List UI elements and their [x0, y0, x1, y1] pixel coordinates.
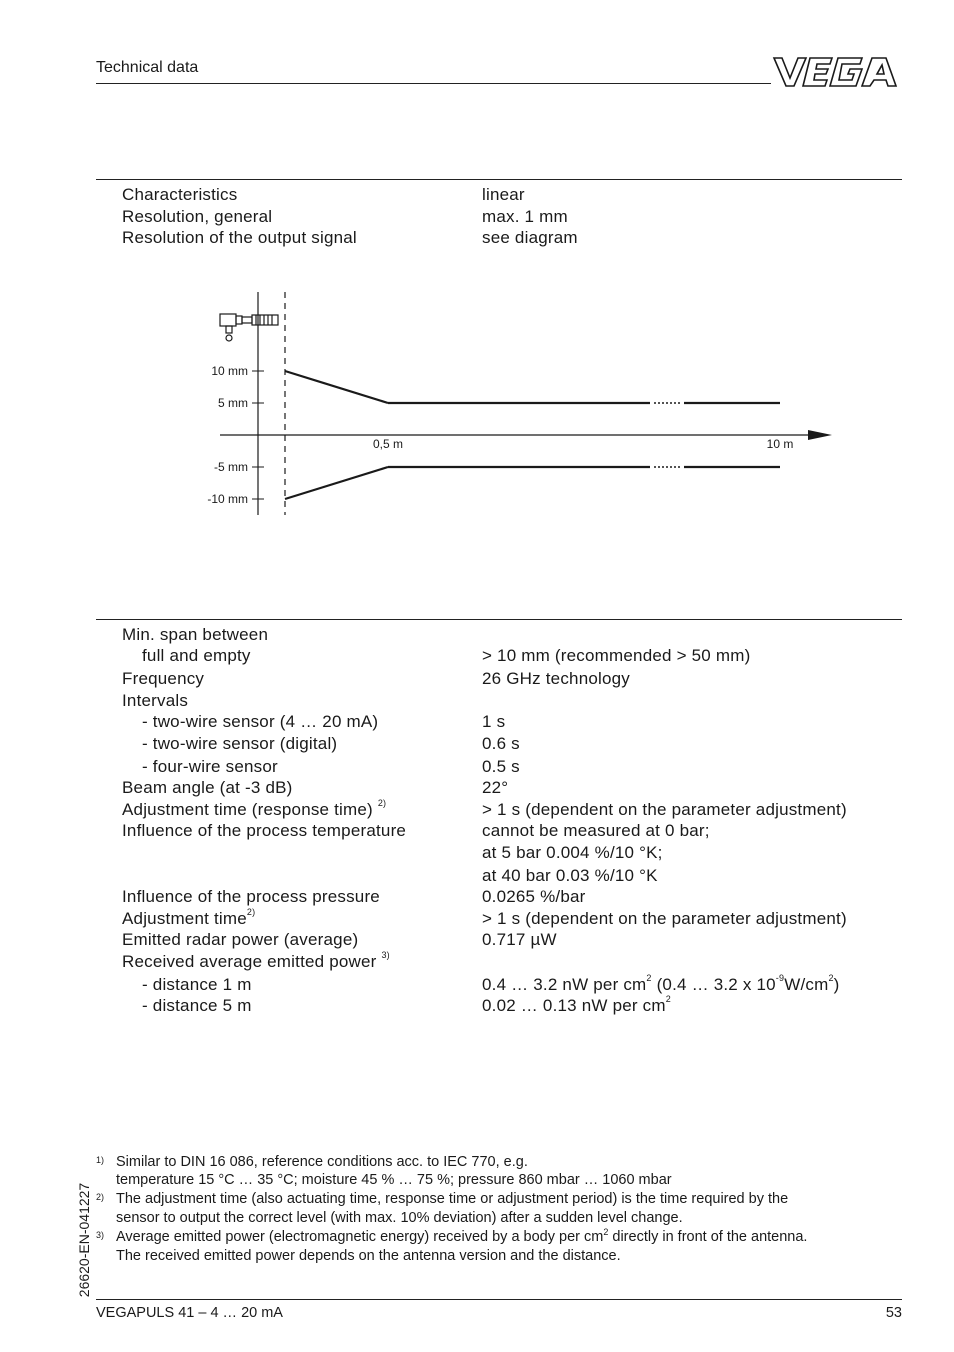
- page-header-title: Technical data: [96, 59, 199, 76]
- interval-four-wire-value: 0.5 s: [482, 757, 520, 776]
- process-pressure-value: 0.0265 %/bar: [482, 887, 586, 906]
- footer-product: VEGAPULS 41 – 4 … 20 mA: [96, 1305, 283, 1321]
- series-line-slope: [285, 371, 388, 403]
- y-tick-label: -10 mm: [207, 492, 248, 506]
- radar-power-value: 0.717 µW: [482, 930, 557, 949]
- process-temperature-value-3: at 40 bar 0.03 %/10 °K: [482, 866, 658, 885]
- section-rule-1: [96, 179, 902, 180]
- beam-angle-label: Beam angle (at -3 dB): [122, 778, 293, 797]
- document-code: 26620-EN-041227: [76, 1182, 92, 1298]
- y-tick-label: -5 mm: [214, 460, 248, 474]
- adjustment-time-value: > 1 s (dependent on the parameter adjustment): [482, 909, 847, 928]
- footnote-1-line-2: temperature 15 °C … 35 °C; moisture 45 % … 75 %; pressure 860 mbar … 1060 mbar: [116, 1172, 672, 1188]
- adjustment-response-label: Adjustment time (response time) $^{2)}$: [122, 798, 387, 819]
- resolution-general-value: max. 1 mm: [482, 207, 568, 226]
- min-span-value: > 10 mm (recommended > 50 mm): [482, 646, 751, 665]
- process-pressure-label: Influence of the process pressure: [122, 887, 380, 906]
- resolution-diagram: [190, 285, 850, 525]
- interval-two-wire-analog-label: - two-wire sensor (4 … 20 mA): [142, 712, 379, 731]
- min-span-label: Min. span between: [122, 625, 269, 644]
- process-temperature-label: Influence of the process temperature: [122, 821, 407, 840]
- characteristics-value: linear: [482, 185, 525, 204]
- resolution-output-value: see diagram: [482, 228, 578, 247]
- page-number: 53: [885, 1305, 902, 1321]
- y-tick-label: 5 mm: [218, 396, 248, 410]
- section-rule-2: [96, 619, 902, 620]
- footnote-3-line-2: The received emitted power depends on the antenna version and the distance.: [116, 1248, 621, 1264]
- footnote-2-line-2: sensor to output the correct level (with max. 10% deviation) after a sudden level change.: [116, 1210, 683, 1226]
- intervals-label: Intervals: [122, 691, 189, 710]
- footnote-3-line-1: Average emitted power (electromagnetic energy) received by a body per $cm^2$ directly in front of the antenna.: [116, 1227, 808, 1245]
- distance-1m-label: - distance 1 m: [142, 975, 252, 994]
- distance-5m-label: - distance 5 m: [142, 996, 252, 1015]
- footnote-1-mark: 1): [96, 1155, 105, 1165]
- resolution-output-label: Resolution of the output signal: [122, 228, 357, 247]
- resolution-general-label: Resolution, general: [122, 207, 273, 226]
- footnote-ref-2: 2): [377, 798, 387, 808]
- x-axis-arrow: [808, 430, 832, 440]
- characteristics-label: Characteristics: [122, 185, 238, 204]
- series-line-slope: [285, 467, 388, 499]
- header-rule: [96, 83, 771, 84]
- process-temperature-value-2: at 5 bar 0.004 %/10 °K;: [482, 843, 663, 862]
- frequency-value: 26 GHz technology: [482, 669, 630, 688]
- process-temperature-value-1: cannot be measured at 0 bar;: [482, 821, 710, 840]
- interval-two-wire-digital-label: - two-wire sensor (digital): [142, 734, 338, 753]
- distance-5m-value: 0.02 … 0.13 nW per $cm^2$: [482, 994, 671, 1015]
- x-tick-label: 10 m: [766, 437, 794, 451]
- adjustment-time-label: Adjustment time$^{2)}$: [122, 907, 256, 928]
- min-span-sub-label: full and empty: [142, 646, 251, 665]
- footnote-ref-3: 3): [381, 950, 390, 960]
- adjustment-response-value: > 1 s (dependent on the parameter adjustment): [482, 800, 847, 819]
- interval-two-wire-analog-value: 1 s: [482, 712, 506, 731]
- footnote-2-line-1: The adjustment time (also actuating time, response time or adjustment period) is the time required by the: [116, 1191, 789, 1207]
- footnote-1-line-1: Similar to DIN 16 086, reference conditions acc. to IEC 770, e.g.: [116, 1154, 528, 1170]
- frequency-label: Frequency: [122, 669, 205, 688]
- footnote-2-mark: 2): [96, 1192, 105, 1202]
- y-tick-label: 10 mm: [211, 364, 248, 378]
- x-tick-label: 0,5 m: [372, 437, 404, 451]
- footer-rule: [96, 1299, 902, 1300]
- radar-power-label: Emitted radar power (average): [122, 930, 359, 949]
- distance-1m-value: 0.4 … 3.2 nW per $cm^2$ (0.4 … 3.2 x $10^{-9}W/cm^2$): [482, 973, 840, 994]
- footnote-ref-2b: 2): [246, 907, 256, 917]
- sensor-icon: [220, 314, 278, 341]
- footnote-3-mark: 3): [96, 1230, 105, 1240]
- interval-two-wire-digital-value: 0.6 s: [482, 734, 520, 753]
- beam-angle-value: 22°: [482, 778, 509, 797]
- vega-logo: [770, 50, 902, 90]
- received-power-label: Received average emitted power $^{3)}$: [122, 950, 390, 971]
- interval-four-wire-label: - four-wire sensor: [142, 757, 278, 776]
